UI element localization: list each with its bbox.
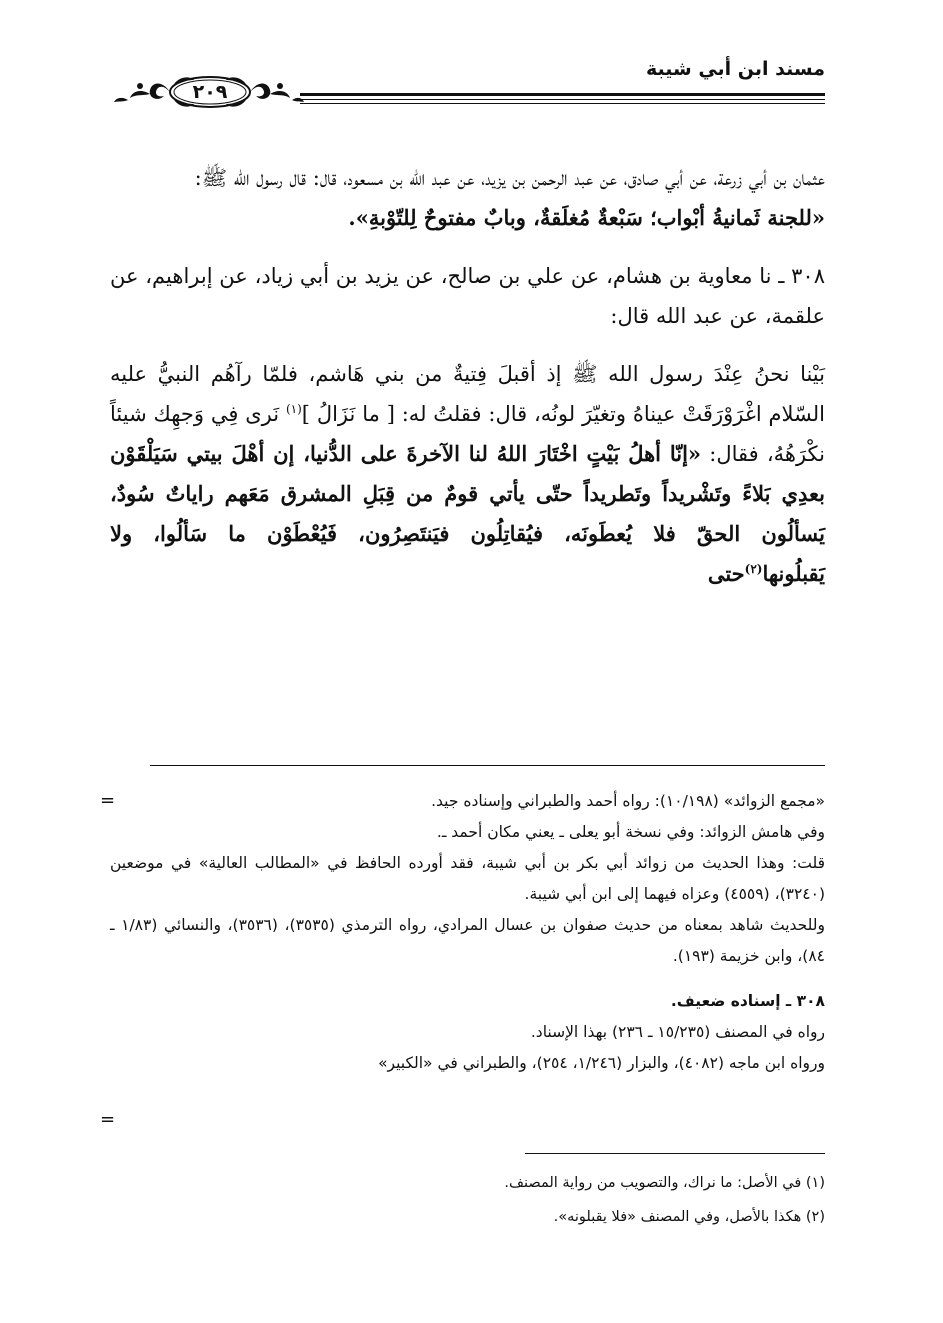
continuation-mark-top: = xyxy=(100,790,116,811)
footnote-1: (١) في الأصل: ما نراك، والتصويب من رواية المصنف. xyxy=(504,1175,825,1191)
footnote-2: (٢) هكذا بالأصل، وفي المصنف «فلا يقبلونه». xyxy=(553,1209,825,1225)
page-number: ٢٠٩ xyxy=(192,81,228,103)
note-line: قلت: وهذا الحديث من زوائد أبي بكر بن أبي شيبة، فقد أورده الحافظ في «المطالب العالية» في موضعين (٣٢٤٠)، (٤٥٥٩) وعزاه فيهما إلى ابن أبي شيبة. xyxy=(110,854,825,903)
note-line: وللحديث شاهد بمعناه من حديث صفوان بن عسال المرادي، رواه الترمذي (٣٥٣٥)، (٣٥٣٦)، والنسائي (١/٨٣ ـ ٨٤)، وابن خزيمة (١٩٣). xyxy=(110,916,825,965)
hadith-text: «للجنة ثَمانيةُ أبْواب؛ سَبْعةٌ مُغلَقةٌ، وبابٌ مفتوحٌ لِلتّوْبةِ». xyxy=(348,205,825,230)
notes-separator xyxy=(150,765,825,766)
hadith-308-quote: «إنّا أهلُ بَيْتٍ اخْتَارَ اللهُ لنا الآخرةَ على الدُّنيا، إن أهْلَ بيتي سَيَلْقَوْن بعدِي بَلاءً وتَشْريداً وتَطريداً حتّى يأتي قومٌ من قِبَلِ المشرق مَعَهم راياتٌ سُودٌ، يَسألُون الحقّ فلا يُعطَونَه، فيُقاتِلُون فيَنتَصِرُون، فَيُعْطَوْن ما سَألُوا، ولا يَقبلُونها xyxy=(110,441,825,586)
footnote-ref-2: (٢) xyxy=(744,562,763,576)
note-line: «مجمع الزوائد» (١٠/١٩٨): رواه أحمد والطبراني وإسناده جيد. xyxy=(431,792,825,810)
footnote-ref-1: (١) xyxy=(285,402,302,416)
note-line: ورواه ابن ماجه (٤٠٨٢)، والبزار (١/٢٤٦، ٢٥٤)، والطبراني في «الكبير» xyxy=(378,1054,825,1072)
book-title: مسند ابن أبي شيبة xyxy=(645,58,825,80)
note-line: وفي هامش الزوائد: وفي نسخة أبو يعلى ـ يعني مكان أحمد ـ. xyxy=(436,823,825,841)
note-line: رواه في المصنف (١٥/٢٣٥ ـ ٢٣٦) بهذا الإسناد. xyxy=(530,1023,825,1041)
note-section-title: ٣٠٨ ـ إسناده ضعيف. xyxy=(670,992,825,1010)
footnotes-separator xyxy=(525,1153,825,1154)
paragraph-isnad: عثمان بن أبي زرعة، عن أبي صادق، عن عبد الرحمن بن يزيد، عن عبد الله بن مسعود، قال: قال رسول الله ﷺ: xyxy=(194,166,825,190)
header-rule xyxy=(300,93,825,96)
hadith-308-continued: حتى xyxy=(707,561,745,586)
footnotes xyxy=(110,1166,825,1234)
hadith-308-isnad: ٣٠٨ ـ نا معاوية بن هشام، عن علي بن صالح، عن يزيد بن أبي زياد، عن إبراهيم، عن علقمة، عن عبد الله قال: xyxy=(110,264,825,328)
header-rule-thin-2 xyxy=(300,103,825,104)
hadith-308-part-b: نَرى فِي وَجهِك شيئاً نكْرَهُهُ، فقال: xyxy=(110,402,825,466)
continuation-mark-bottom: = xyxy=(100,1109,116,1130)
commentary-notes xyxy=(110,786,825,1079)
main-text xyxy=(110,158,825,594)
hadith-308-part-a: بَيْنا نحنُ عِنْدَ رسول الله ﷺ إذ أقبلَ فِتيةٌ من بني هَاشم، فلمّا رآهُم النبيُّ عليه السّلام اغْرَوْرَقَتْ عيناهُ وتغيّرَ لونُه، قال: فقلتُ له: [ ما نَزَالُ ] xyxy=(110,362,826,426)
header-rule-thin xyxy=(300,99,825,100)
hadith-308-text xyxy=(110,354,825,594)
